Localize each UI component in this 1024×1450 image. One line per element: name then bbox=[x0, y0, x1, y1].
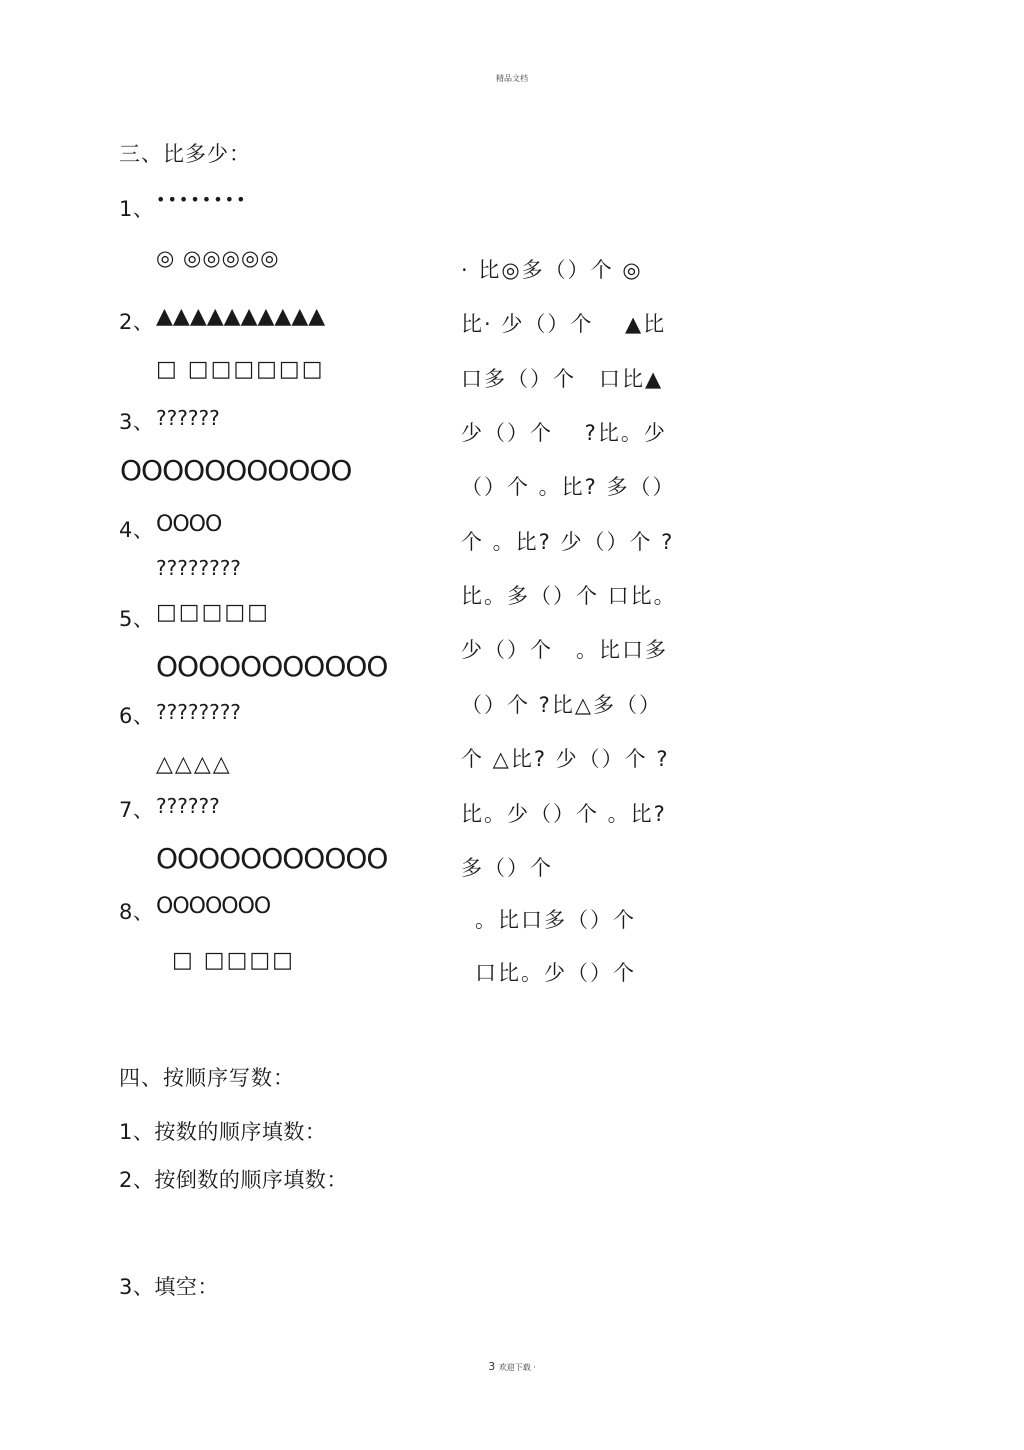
section-4-item-3: 3、填空： bbox=[119, 1275, 219, 1299]
answer-line-13: 。比口多（）个 bbox=[475, 908, 636, 932]
page-header: 精品文档 bbox=[496, 74, 528, 83]
item-5-label: 5、 bbox=[119, 607, 155, 631]
item-2-triangles: ▲▲▲▲▲▲▲▲▲▲ bbox=[156, 304, 326, 329]
item-2-label: 2、 bbox=[119, 310, 155, 334]
item-7-marks: ?????? bbox=[156, 794, 220, 818]
page-footer bbox=[0, 1360, 1024, 1373]
item-6-triangles: △△△△ bbox=[156, 752, 232, 777]
item-5-circles: OOOOOOOOOOO bbox=[156, 650, 388, 683]
footer-tag: 欢迎下载 · bbox=[498, 1363, 536, 1372]
item-8-label: 8、 bbox=[119, 900, 155, 924]
answer-line-8: 少（）个 。比口多 bbox=[461, 638, 668, 662]
item-4-marks: ???????? bbox=[156, 556, 241, 580]
item-7-circles: OOOOOOOOOOO bbox=[156, 842, 388, 875]
answer-line-5: （）个 。比? 多（） bbox=[461, 475, 676, 499]
item-2-squares: □ □□□□□□ bbox=[156, 357, 325, 382]
section-4-item-2: 2、按倒数的顺序填数： bbox=[119, 1168, 348, 1192]
answer-line-2: 比· 少（）个 ▲比 bbox=[461, 312, 667, 336]
answer-line-12: 多（）个 bbox=[461, 856, 553, 880]
item-1-dots: •••••••• bbox=[156, 190, 248, 209]
answer-line-3: 口多（）个 口比▲ bbox=[461, 367, 664, 391]
answer-line-4: 少（）个 ?比。少 bbox=[461, 421, 667, 445]
answer-line-10: 个 △比? 少（）个 ? bbox=[461, 747, 670, 771]
item-1-double-circles: ◎ ◎◎◎◎◎ bbox=[156, 246, 280, 270]
section-3-title: 三、比多少： bbox=[119, 142, 251, 166]
item-7-label: 7、 bbox=[119, 798, 155, 822]
item-4-label: 4、 bbox=[119, 518, 155, 542]
answer-line-6: 个 。比? 少（）个 ? bbox=[461, 530, 675, 554]
item-8-squares: □ □□□□ bbox=[172, 948, 295, 973]
item-1-label: 1、 bbox=[119, 197, 155, 221]
item-4-circles: OOOO bbox=[156, 512, 222, 537]
answer-line-9: （）个 ?比△多（） bbox=[461, 693, 662, 717]
answer-line-11: 比。少（）个 。比? bbox=[461, 802, 667, 826]
item-6-marks: ???????? bbox=[156, 700, 241, 724]
section-4-title: 四、按顺序写数： bbox=[119, 1066, 295, 1090]
item-8-circles: OOOOOOO bbox=[156, 894, 271, 919]
item-3-circles: OOOOOOOOOOO bbox=[120, 454, 352, 487]
item-5-squares: □□□□□ bbox=[156, 600, 270, 625]
item-3-marks: ?????? bbox=[156, 406, 220, 430]
page-number: 3 bbox=[488, 1360, 496, 1373]
item-3-label: 3、 bbox=[119, 410, 155, 434]
item-6-label: 6、 bbox=[119, 704, 155, 728]
section-4-item-1: 1、按数的顺序填数： bbox=[119, 1120, 327, 1144]
answer-line-7: 比。多（）个 口比。 bbox=[461, 584, 677, 608]
answer-line-1: · 比◎多（）个 ◎ bbox=[461, 258, 643, 282]
answer-line-14: 口比。少（）个 bbox=[475, 961, 636, 985]
